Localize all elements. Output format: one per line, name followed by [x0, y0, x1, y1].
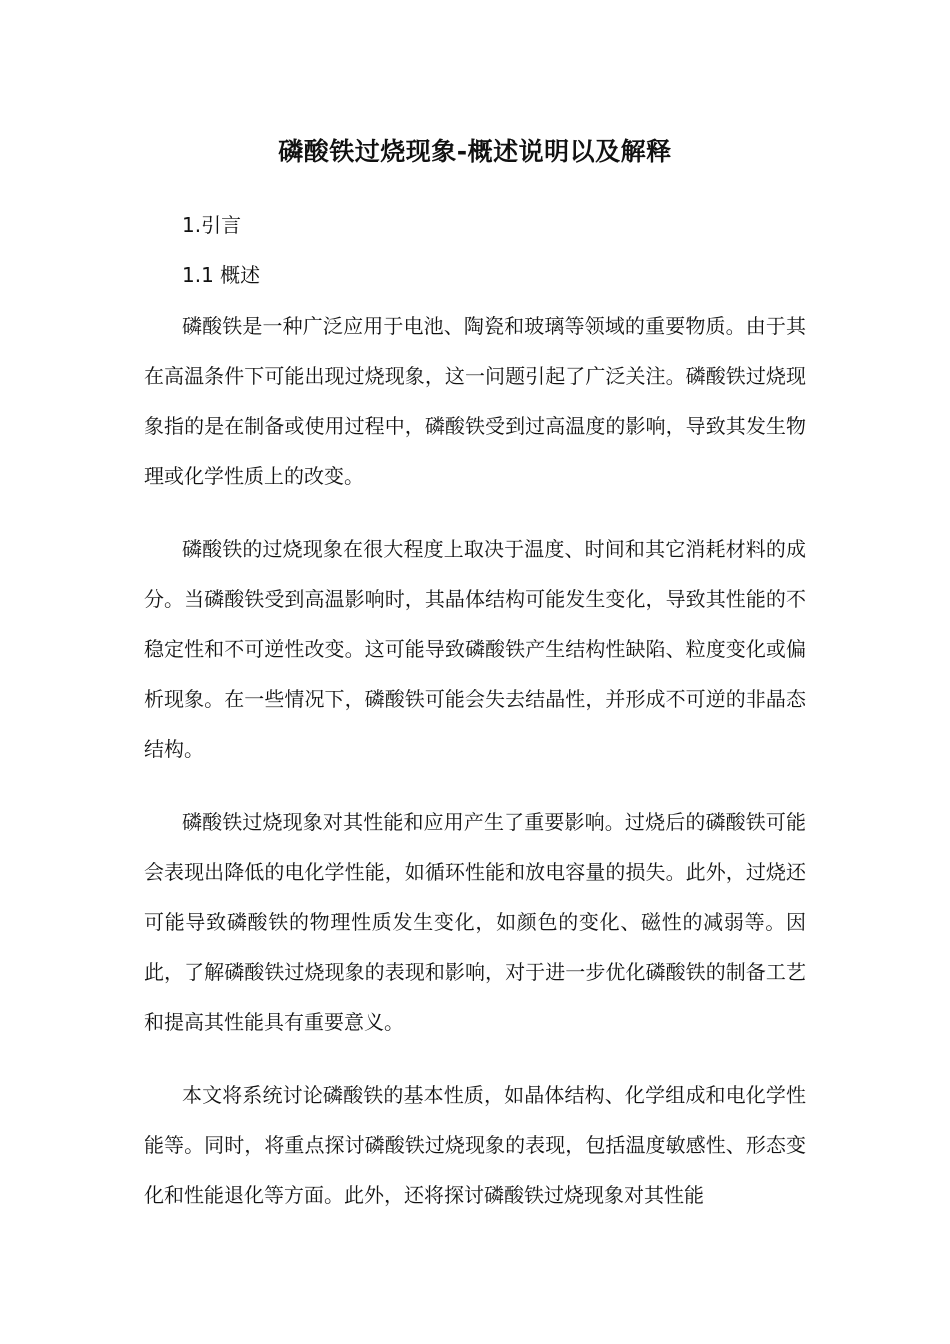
document-title: 磷酸铁过烧现象-概述说明以及解释 [278, 137, 672, 166]
paragraph-4: 本文将系统讨论磷酸铁的基本性质，如晶体结构、化学组成和电化学性能等。同时，将重点探讨磷酸铁过烧现象的表现，包括温度敏感性、形态变化和性能退化等方面。此外，还将探讨磷酸铁过烧现象对其性能 [144, 1083, 806, 1207]
subsection-heading: 1.1 概述 [182, 263, 261, 287]
section-heading: 1.引言 [182, 213, 242, 237]
paragraph-1: 磷酸铁是一种广泛应用于电池、陶瓷和玻璃等领域的重要物质。由于其在高温条件下可能出现过烧现象，这一问题引起了广泛关注。磷酸铁过烧现象指的是在制备或使用过程中，磷酸铁受到过高温度的影响，导致其发生物理或化学性质上的改变。 [144, 314, 806, 488]
paragraph-2: 磷酸铁的过烧现象在很大程度上取决于温度、时间和其它消耗材料的成分。当磷酸铁受到高温影响时，其晶体结构可能发生变化，导致其性能的不稳定性和不可逆性改变。这可能导致磷酸铁产生结构性缺陷、粒度变化或偏析现象。在一些情况下，磷酸铁可能会失去结晶性，并形成不可逆的非晶态结构。 [144, 537, 806, 761]
paragraph-3: 磷酸铁过烧现象对其性能和应用产生了重要影响。过烧后的磷酸铁可能会表现出降低的电化学性能，如循环性能和放电容量的损失。此外，过烧还可能导致磷酸铁的物理性质发生变化，如颜色的变化、磁性的减弱等。因此，了解磷酸铁过烧现象的表现和影响，对于进一步优化磷酸铁的制备工艺和提高其性能具有重要意义。 [144, 810, 806, 1034]
